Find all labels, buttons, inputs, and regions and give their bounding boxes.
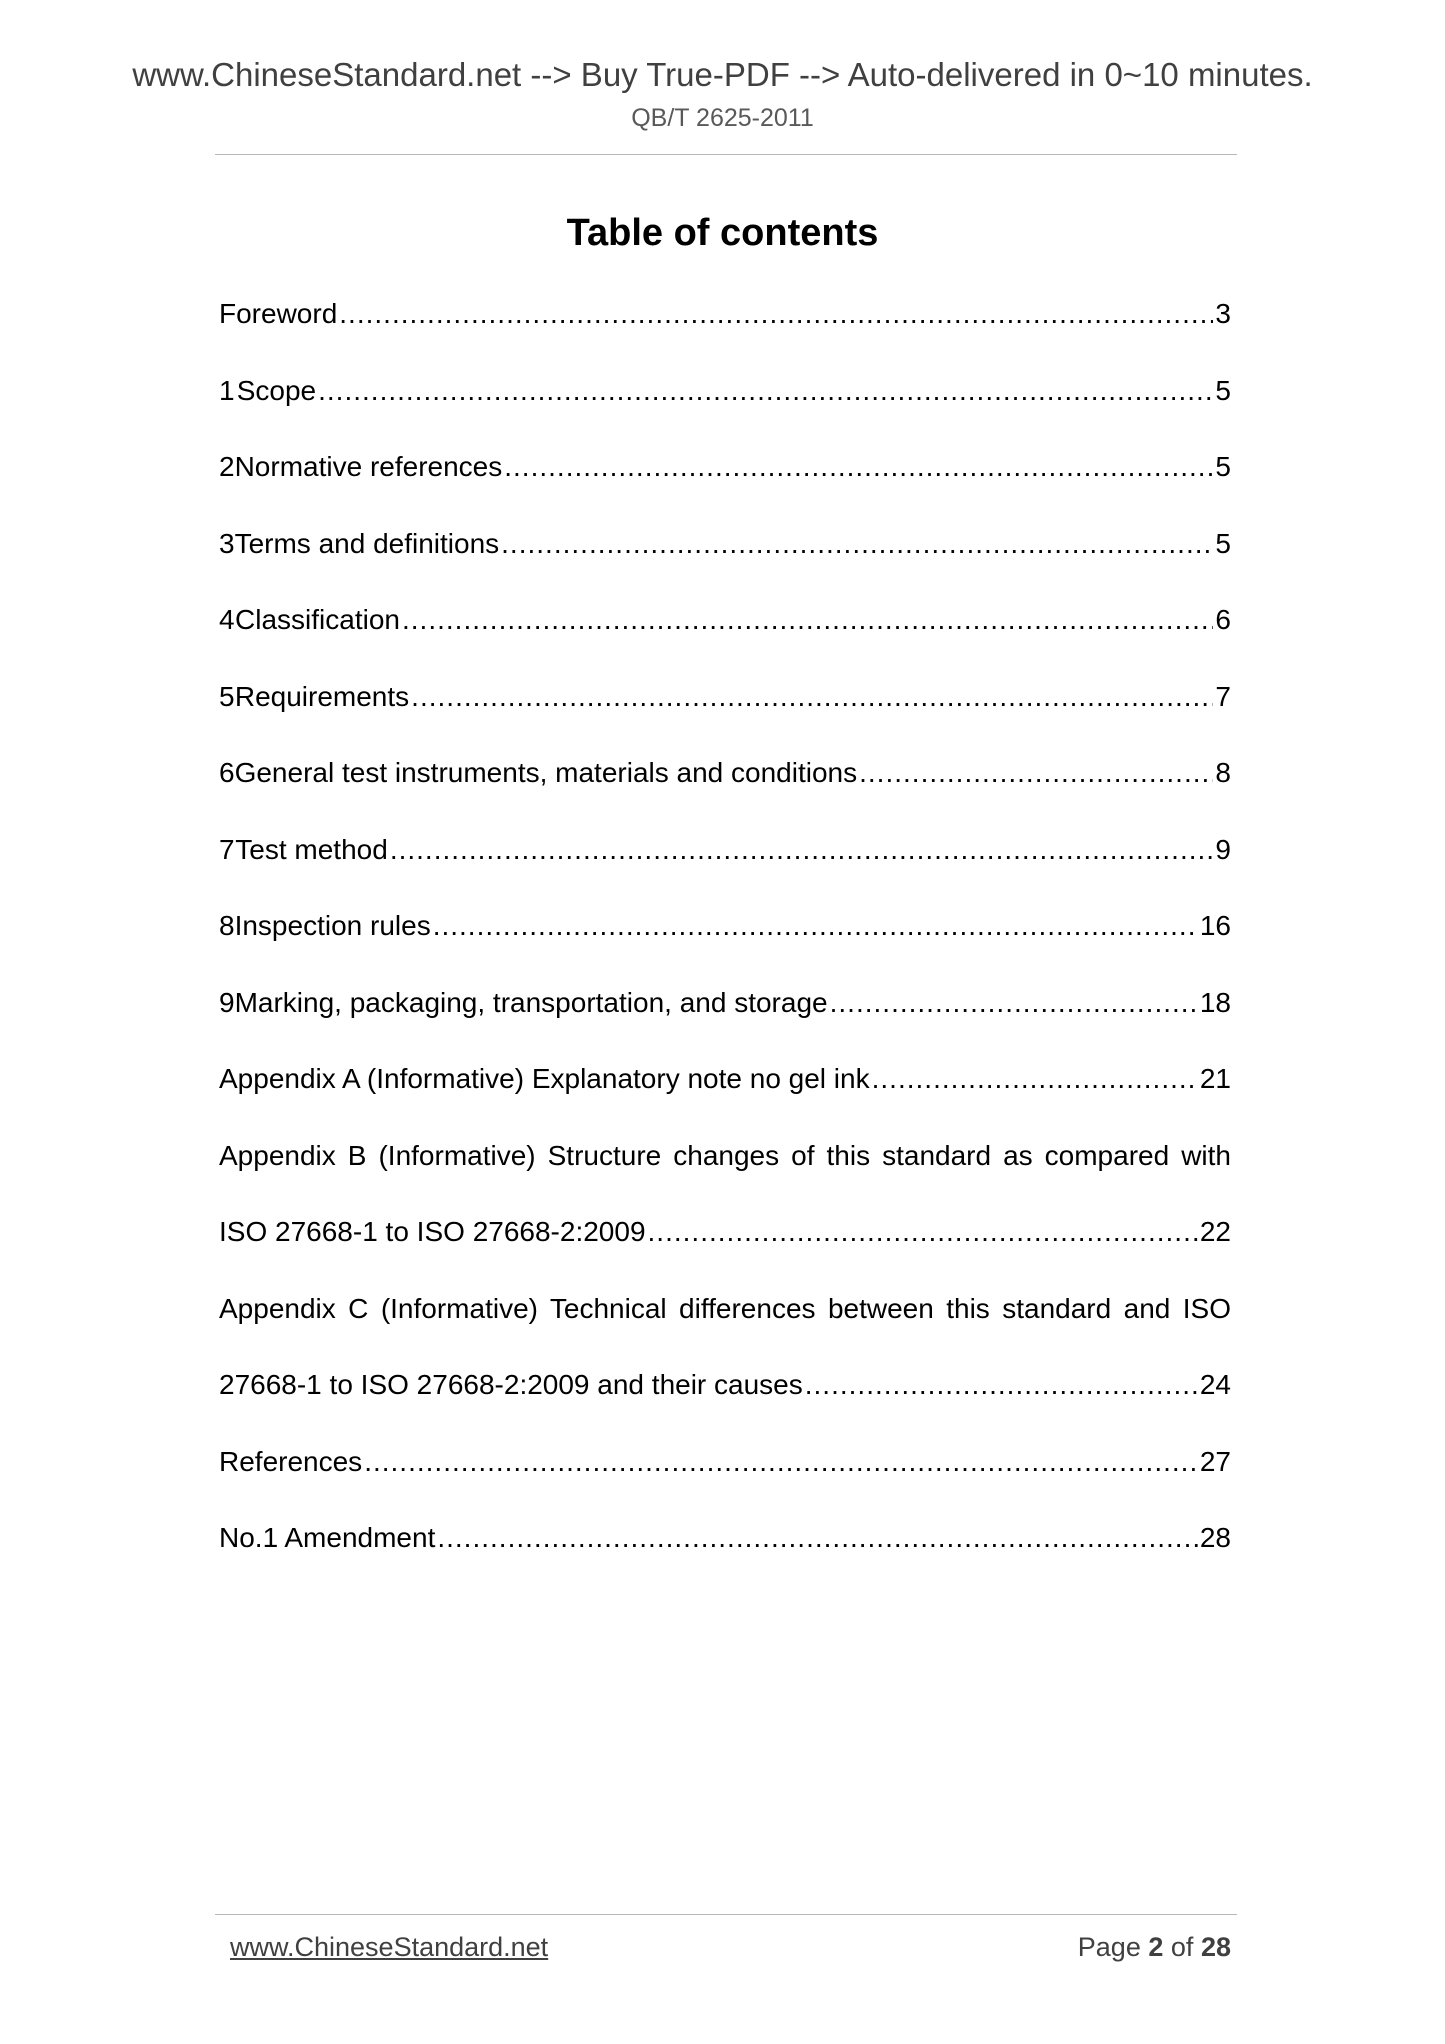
toc-leader-dots <box>318 373 1213 409</box>
toc-entry-number: 9 <box>219 987 235 1018</box>
toc-entry-label: Appendix A (Informative) Explanatory note no gel ink <box>219 1063 870 1094</box>
toc-entry-terms-definitions[interactable] <box>219 526 1231 562</box>
toc-leader-dots <box>390 832 1214 868</box>
toc-entry-label: Test method <box>235 834 388 865</box>
toc-entry-number: 7 <box>219 834 235 865</box>
toc-entry-page: 8 <box>1215 757 1231 788</box>
toc-entry-page: 7 <box>1215 681 1231 712</box>
toc-entry-amendment[interactable] <box>219 1520 1231 1556</box>
toc-entry-appendix-b-line2[interactable] <box>219 1214 1231 1250</box>
toc-entry-page: 6 <box>1215 604 1231 635</box>
toc-entry-test-method[interactable] <box>219 832 1231 868</box>
toc-leader-dots <box>872 1061 1198 1097</box>
toc-entry-marking-packaging[interactable] <box>219 985 1231 1021</box>
header-banner: www.ChineseStandard.net --> Buy True-PDF --> Auto-delivered in 0~10 minutes. <box>132 56 1313 93</box>
toc-entry-label: General test instruments, materials and conditions <box>234 757 858 788</box>
toc-entry-page: 3 <box>1215 298 1231 329</box>
toc-leader-dots <box>402 602 1213 638</box>
toc-entry-number: 6 <box>219 757 235 788</box>
toc-entry-label: 27668-1 to ISO 27668-2:2009 and their causes <box>219 1369 803 1400</box>
footer-divider <box>215 1914 1237 1915</box>
toc-entry-page: 5 <box>1215 451 1231 482</box>
toc-entry-classification[interactable] <box>219 602 1231 638</box>
toc-entry-page: 5 <box>1215 528 1231 559</box>
toc-leader-dots <box>501 526 1213 562</box>
toc-leader-dots <box>411 679 1213 715</box>
toc-entry-label: No.1 Amendment <box>219 1522 436 1553</box>
document-code: QB/T 2625-2011 <box>631 104 814 132</box>
toc-entry-normative-references[interactable] <box>219 449 1231 485</box>
toc-entry-references[interactable] <box>219 1444 1231 1480</box>
toc-leader-dots <box>504 449 1213 485</box>
toc-entry-general-test-instruments[interactable] <box>219 755 1231 791</box>
toc-entry-page: 9 <box>1215 834 1231 865</box>
toc-leader-dots <box>648 1214 1198 1250</box>
toc-entry-page: 22 <box>1199 1216 1231 1247</box>
toc-entry-label: Scope <box>236 375 317 406</box>
toc-entry-label: Foreword <box>219 298 338 329</box>
toc-entry-label: Normative references <box>234 451 503 482</box>
toc-leader-dots <box>859 755 1213 791</box>
toc-entry-number: 8 <box>219 910 235 941</box>
toc-entry-page: 18 <box>1199 987 1231 1018</box>
toc-leader-dots <box>364 1444 1198 1480</box>
toc-entry-number: 3 <box>219 528 235 559</box>
toc-entry-label: Terms and definitions <box>234 528 500 559</box>
toc-entry-requirements[interactable] <box>219 679 1231 715</box>
toc-entry-page: 27 <box>1199 1446 1231 1477</box>
toc-entry-number: 1 <box>219 375 235 406</box>
toc-leader-dots <box>805 1367 1198 1403</box>
toc-entry-foreword[interactable] <box>219 296 1231 332</box>
toc-entry-label: Inspection rules <box>234 910 431 941</box>
page-title: Table of contents <box>566 212 879 254</box>
toc-leader-dots <box>437 1520 1198 1556</box>
toc-entry-appendix-c-line1[interactable]: Appendix C (Informative) Technical differences between this standard and ISO <box>219 1293 1231 1324</box>
page-total: 28 <box>1200 1932 1231 1962</box>
toc-entry-inspection-rules[interactable] <box>219 908 1231 944</box>
footer-website-link[interactable]: www.ChineseStandard.net <box>230 1932 549 1962</box>
toc-entry-number: 5 <box>219 681 235 712</box>
toc-leader-dots <box>433 908 1198 944</box>
toc-entry-label: Marking, packaging, transportation, and storage <box>234 987 828 1018</box>
page-current: 2 <box>1148 1932 1164 1962</box>
toc-entry-appendix-b-line1[interactable]: Appendix B (Informative) Structure changes of this standard as compared with <box>219 1140 1231 1171</box>
toc-entry-appendix-a[interactable] <box>219 1061 1231 1097</box>
header-divider <box>215 154 1237 155</box>
toc-entry-scope[interactable] <box>219 373 1231 409</box>
toc-entry-label: Classification <box>235 604 400 635</box>
toc-entry-label: ISO 27668-1 to ISO 27668-2:2009 <box>219 1216 646 1247</box>
toc-leader-dots <box>830 985 1198 1021</box>
toc-entry-appendix-c-line2[interactable] <box>219 1367 1231 1403</box>
toc-entry-number: 4 <box>219 604 235 635</box>
toc-entry-page: 28 <box>1199 1522 1231 1553</box>
page-indicator <box>1078 1932 1231 1963</box>
toc-entry-page: 5 <box>1215 375 1231 406</box>
toc-entry-page: 21 <box>1199 1063 1231 1094</box>
toc-leader-dots <box>339 296 1213 332</box>
toc-entry-page: 16 <box>1199 910 1231 941</box>
toc-entry-label: References <box>219 1446 363 1477</box>
toc-entry-label: Requirements <box>234 681 410 712</box>
page-prefix: Page <box>1077 1932 1141 1962</box>
toc-entry-page: 24 <box>1199 1369 1231 1400</box>
toc-entry-number: 2 <box>219 451 235 482</box>
page-of: of <box>1170 1932 1194 1962</box>
